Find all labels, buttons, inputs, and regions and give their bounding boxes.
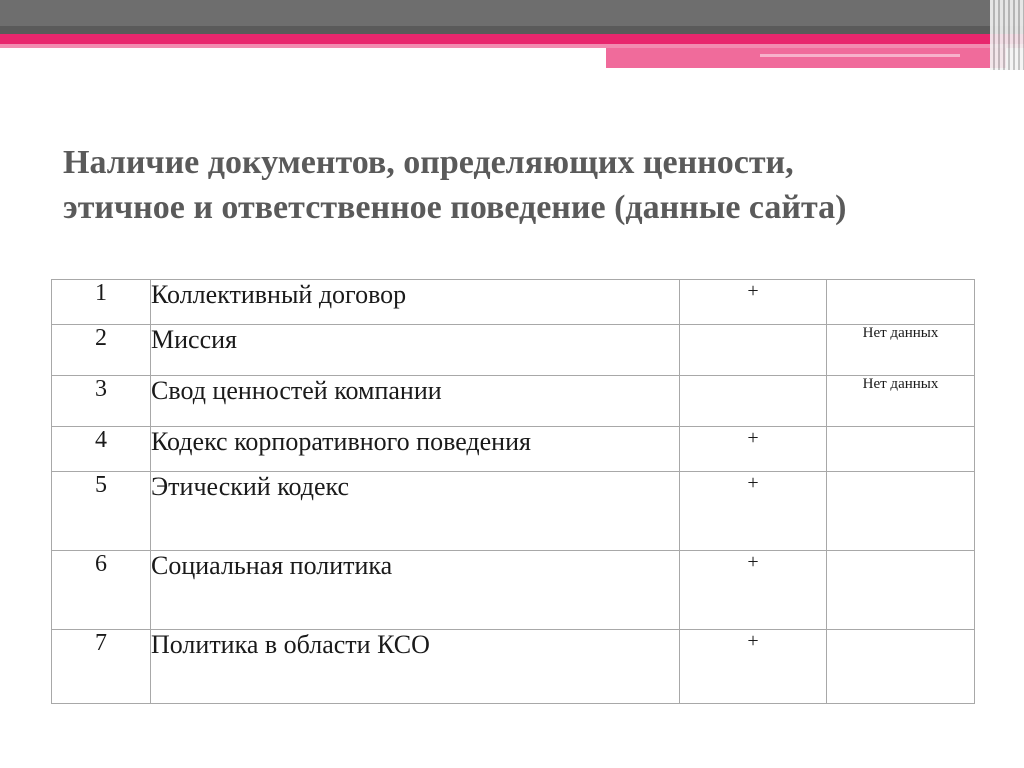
availability-mark: + (680, 472, 827, 551)
availability-mark: + (680, 630, 827, 704)
document-name: Кодекс корпоративного поведения (151, 427, 680, 472)
row-number: 5 (52, 472, 151, 551)
row-number: 7 (52, 630, 151, 704)
availability-note (827, 472, 975, 551)
document-name: Коллективный договор (151, 280, 680, 325)
row-number: 3 (52, 376, 151, 427)
table-row (52, 630, 975, 704)
document-name: Социальная политика (151, 551, 680, 630)
availability-mark (680, 325, 827, 376)
availability-note (827, 280, 975, 325)
table-row (52, 280, 975, 325)
availability-note (827, 551, 975, 630)
slide-title-line-2: этичное и ответственное поведение (данные сайта) (63, 189, 847, 226)
availability-mark: + (680, 551, 827, 630)
row-number: 2 (52, 325, 151, 376)
documents-table (51, 279, 975, 704)
table-row (52, 325, 975, 376)
document-name: Политика в области КСО (151, 630, 680, 704)
table-row (52, 551, 975, 630)
document-name: Миссия (151, 325, 680, 376)
header-pink-extension (606, 48, 1006, 68)
table-row (52, 427, 975, 472)
header-grey-shade (0, 26, 1024, 34)
availability-note: Нет данных (827, 325, 975, 376)
availability-note: Нет данных (827, 376, 975, 427)
document-name: Свод ценностей компании (151, 376, 680, 427)
header-pink-extension-line (760, 54, 960, 57)
table-row (52, 472, 975, 551)
availability-mark (680, 376, 827, 427)
slide-title-line-1: Наличие документов, определяющих ценности, (63, 144, 794, 181)
table-row (52, 376, 975, 427)
row-number: 1 (52, 280, 151, 325)
document-name: Этический кодекс (151, 472, 680, 551)
row-number: 6 (52, 551, 151, 630)
availability-note (827, 427, 975, 472)
availability-mark: + (680, 280, 827, 325)
header-stripes-decoration (990, 0, 1024, 70)
availability-mark: + (680, 427, 827, 472)
slide-title (63, 140, 993, 230)
availability-note (827, 630, 975, 704)
row-number: 4 (52, 427, 151, 472)
